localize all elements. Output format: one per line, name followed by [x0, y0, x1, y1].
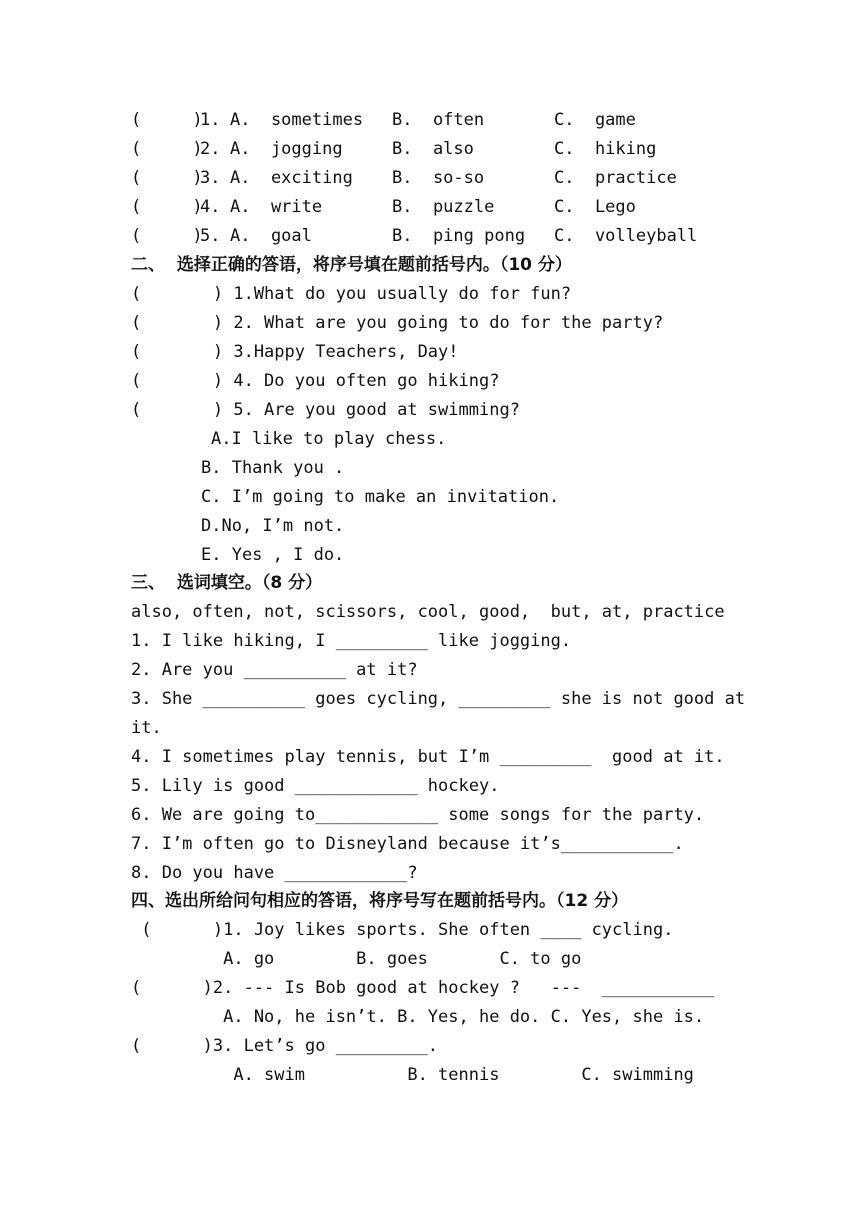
option-b: B. ping pong	[392, 226, 526, 246]
fill-blank-line: 6. We are going to____________ some songs for the party.	[131, 805, 705, 825]
option-b: B. also	[392, 139, 474, 159]
question-line: ( ) 2. What are you going to do for the party?	[131, 313, 664, 333]
answer-paren: ( )	[131, 139, 203, 159]
item-number: 5.	[200, 226, 221, 246]
option-c: C. volleyball	[554, 226, 698, 246]
fill-blank-line: 3. She __________ goes cycling, _________ she is not good at	[131, 689, 746, 709]
question-line: ( ) 3.Happy Teachers, Day!	[131, 342, 459, 362]
item-number: 3.	[200, 168, 221, 188]
option-c: C. hiking	[554, 139, 657, 159]
options-line: A. No, he isn’t. B. Yes, he do. C. Yes, she is.	[131, 1007, 705, 1027]
answer-paren: ( )	[131, 197, 203, 217]
option-b: B. puzzle	[392, 197, 495, 217]
answer-paren: ( )	[131, 226, 203, 246]
choice-row	[131, 109, 636, 131]
question-line: ( ) 5. Are you good at swimming?	[131, 400, 520, 420]
question-line: ( ) 4. Do you often go hiking?	[131, 371, 500, 391]
choice-row	[131, 138, 657, 160]
option-c: C. practice	[554, 168, 677, 188]
answer-paren: ( )	[131, 168, 203, 188]
choice-row	[131, 225, 698, 247]
options-line: A. go B. goes C. to go	[131, 949, 582, 969]
item-number: 1.	[200, 110, 221, 130]
fill-blank-line: it.	[131, 718, 162, 738]
option-c: C. game	[554, 110, 636, 130]
answer-option: E. Yes , I do.	[201, 545, 345, 565]
answer-option: C. I’m going to make an invitation.	[201, 487, 560, 507]
section-4-heading: 四、选出所给问句相应的答语，将序号写在题前括号内。（12 分）	[131, 891, 629, 911]
question-line: ( )3. Let’s go _________.	[131, 1036, 439, 1056]
word-bank: also, often, not, scissors, cool, good, but, at, practice	[131, 602, 725, 622]
choice-row	[131, 167, 677, 189]
answer-option: A.I like to play chess.	[211, 429, 447, 449]
option-b: B. often	[392, 110, 485, 130]
item-number: 2.	[200, 139, 221, 159]
option-a: A. write	[230, 197, 323, 217]
option-a: A. exciting	[230, 168, 353, 188]
answer-paren: ( )	[131, 110, 203, 130]
section-2-heading: 二、 选择正确的答语，将序号填在题前括号内。（10 分）	[131, 255, 572, 275]
answer-option: D.No, I’m not.	[201, 516, 345, 536]
option-b: B. so-so	[392, 168, 485, 188]
question-line: ( )1. Joy likes sports. She often ____ cycling.	[131, 920, 674, 940]
option-a: A. jogging	[230, 139, 343, 159]
choice-row	[131, 196, 636, 218]
fill-blank-line: 2. Are you __________ at it?	[131, 660, 418, 680]
fill-blank-line: 1. I like hiking, I _________ like jogging.	[131, 631, 572, 651]
section-3-heading: 三、 选词填空。（8 分）	[131, 573, 323, 593]
fill-blank-line: 8. Do you have ____________?	[131, 863, 418, 883]
options-line: A. swim B. tennis C. swimming	[131, 1065, 694, 1085]
fill-blank-line: 4. I sometimes play tennis, but I’m _________ good at it.	[131, 747, 725, 767]
question-line: ( ) 1.What do you usually do for fun?	[131, 284, 572, 304]
question-line: ( )2. --- Is Bob good at hockey ? --- ___________	[131, 978, 715, 998]
fill-blank-line: 7. I’m often go to Disneyland because it’s___________.	[131, 834, 684, 854]
fill-blank-line: 5. Lily is good ____________ hockey.	[131, 776, 500, 796]
option-c: C. Lego	[554, 197, 636, 217]
answer-option: B. Thank you .	[201, 458, 345, 478]
option-a: A. sometimes	[230, 110, 364, 130]
option-a: A. goal	[230, 226, 312, 246]
item-number: 4.	[200, 197, 221, 217]
